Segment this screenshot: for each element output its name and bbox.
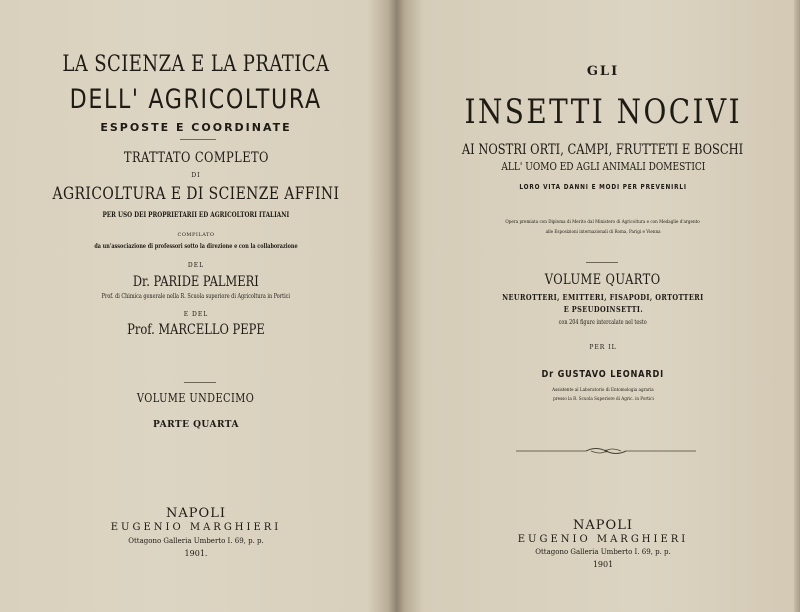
subtitle-line2: ALL' UOMO ED AGLI ANIMALI DOMESTICI [501, 160, 705, 173]
figures-line: con 204 figure intercalate nel testo [558, 319, 648, 326]
gli-label: GLI [586, 64, 620, 79]
di-label: DI [191, 172, 201, 179]
divider [180, 139, 216, 140]
e-del-label: E DEL [183, 311, 209, 318]
publication-year: 1901 [592, 560, 614, 569]
divider [586, 262, 618, 263]
publisher-address: Ottagono Galleria Umberto I. 69, p. p. [535, 548, 671, 556]
subtitle-line1: AI NOSTRI ORTI, CAMPI, FRUTTETI E BOSCHI [462, 142, 744, 158]
left-title-page [0, 0, 392, 612]
page-edge [794, 0, 800, 612]
author-name: Dr GUSTAVO LEONARDI [541, 369, 665, 380]
publication-year: 1901. [184, 549, 208, 558]
author1-name: Dr. PARIDE PALMERI [132, 274, 259, 290]
publisher-city: NAPOLI [573, 518, 633, 533]
publisher-name: EUGENIO MARGHIERI [110, 522, 282, 533]
volume-label: VOLUME QUARTO [545, 272, 661, 288]
publisher-name: EUGENIO MARGHIERI [517, 534, 689, 545]
publisher-city: NAPOLI [166, 506, 226, 521]
series-title-line2: DELL' AGRICOLTURA [69, 84, 323, 115]
right-title-page [406, 0, 800, 612]
subject-heading: AGRICOLTURA E DI SCIENZE AFFINI [52, 184, 340, 204]
treatise-heading: TRATTATO COMPLETO [123, 150, 269, 166]
series-title-line3: ESPOSTE E COORDINATE [100, 121, 292, 134]
association-line: da un'associazione di professori sotto la direzione e con la collaborazione [94, 243, 298, 250]
author1-role: Prof. di Chimica generale nella R. Scuola superiore di Agricoltura in Portici [101, 293, 291, 300]
author-role-line1: Assistente al Laboratorio di Entomologia agraria [552, 387, 654, 393]
series-title-line1: LA SCIENZA E LA PRATICA [62, 52, 330, 77]
book-title: INSETTI NOCIVI [464, 92, 742, 132]
ornament-rule-icon [516, 446, 696, 456]
award-line2: alle Esposizioni internazionali di Roma, Parigi e Vienna [545, 229, 661, 235]
part-label: PARTE QUARTA [152, 420, 239, 430]
orders-line2: E PSEUDOINSETTI. [563, 304, 643, 314]
author2-name: Prof. MARCELLO PEPE [127, 322, 265, 338]
volume-label: VOLUME UNDECIMO [137, 391, 255, 405]
del-label: DEL [187, 262, 205, 269]
divider [184, 382, 216, 383]
tagline: LORO VITA DANNI E MODI PER PREVENIRLI [519, 183, 687, 191]
audience-line: PER USO DEI PROPRIETARII ED AGRICOLTORI ITALIANI [102, 210, 290, 219]
author-role-line2: presso la R. Scuola Superiore di Agric. in Portici [552, 396, 654, 402]
per-il-label: PER IL [589, 344, 617, 351]
award-line1: Opera premiata con Diploma di Merito dal Ministero di Agricoltura e con Medaglie d'argento [505, 219, 701, 225]
orders-line1: NEUROTTERI, EMITTERI, FISAPODI, ORTOTTERI [502, 292, 704, 302]
compiled-label: COMPILATO [177, 232, 215, 238]
publisher-address: Ottagono Galleria Umberto I. 69, p. p. [128, 537, 264, 545]
